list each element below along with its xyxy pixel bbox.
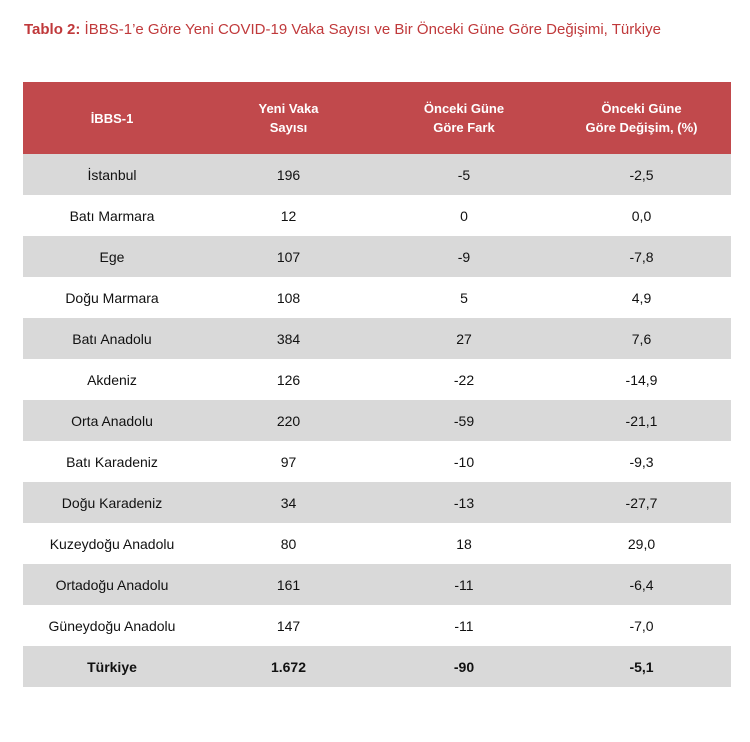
- diff-cell: -11: [376, 605, 552, 646]
- caption-label: Tablo 2:: [24, 21, 81, 38]
- region-cell: İstanbul: [23, 154, 201, 195]
- table-row: [23, 564, 731, 605]
- change-pct-cell: -21,1: [552, 400, 731, 441]
- new-cases-cell: 161: [201, 564, 376, 605]
- new-cases-cell: 147: [201, 605, 376, 646]
- header-new-cases: [201, 82, 376, 154]
- diff-cell: -59: [376, 400, 552, 441]
- table-row: [23, 400, 731, 441]
- new-cases-cell: 12: [201, 195, 376, 236]
- diff-cell: -10: [376, 441, 552, 482]
- region-cell: Doğu Karadeniz: [23, 482, 201, 523]
- change-pct-cell: 29,0: [552, 523, 731, 564]
- diff-cell: 5: [376, 277, 552, 318]
- header-diff: [376, 82, 552, 154]
- table-row: [23, 318, 731, 359]
- total-region-cell: Türkiye: [23, 646, 201, 687]
- total-diff-cell: -90: [376, 646, 552, 687]
- new-cases-cell: 80: [201, 523, 376, 564]
- header-region-line1: İBBS-1: [90, 110, 134, 126]
- change-pct-cell: 7,6: [552, 318, 731, 359]
- table-row: [23, 359, 731, 400]
- new-cases-cell: 34: [201, 482, 376, 523]
- new-cases-cell: 108: [201, 277, 376, 318]
- diff-cell: 0: [376, 195, 552, 236]
- new-cases-cell: 97: [201, 441, 376, 482]
- new-cases-cell: 107: [201, 236, 376, 277]
- region-cell: Ege: [23, 236, 201, 277]
- table-row: [23, 523, 731, 564]
- header-row: [23, 82, 731, 154]
- header-change-pct-line1: Önceki Güne: [601, 101, 682, 116]
- region-cell: Akdeniz: [23, 359, 201, 400]
- change-pct-cell: -2,5: [552, 154, 731, 195]
- change-pct-cell: -9,3: [552, 441, 731, 482]
- region-cell: Batı Marmara: [23, 195, 201, 236]
- region-cell: Güneydoğu Anadolu: [23, 605, 201, 646]
- diff-cell: -11: [376, 564, 552, 605]
- region-cell: Batı Karadeniz: [23, 441, 201, 482]
- new-cases-cell: 384: [201, 318, 376, 359]
- diff-cell: 27: [376, 318, 552, 359]
- region-cell: Kuzeydoğu Anadolu: [23, 523, 201, 564]
- change-pct-cell: 0,0: [552, 195, 731, 236]
- diff-cell: -5: [376, 154, 552, 195]
- diff-cell: -13: [376, 482, 552, 523]
- region-cell: Orta Anadolu: [23, 400, 201, 441]
- header-change-pct-line2: Göre Değişim, (%): [585, 120, 698, 135]
- header-new-cases-line2: Sayısı: [269, 120, 308, 135]
- table-row: [23, 236, 731, 277]
- total-new-cases-cell: 1.672: [201, 646, 376, 687]
- change-pct-cell: -14,9: [552, 359, 731, 400]
- header-new-cases-line1: Yeni Vaka: [258, 101, 319, 116]
- change-pct-cell: -6,4: [552, 564, 731, 605]
- total-change-pct-cell: -5,1: [552, 646, 731, 687]
- total-row: [23, 646, 731, 687]
- new-cases-cell: 220: [201, 400, 376, 441]
- region-cell: Doğu Marmara: [23, 277, 201, 318]
- diff-cell: -22: [376, 359, 552, 400]
- change-pct-cell: -7,0: [552, 605, 731, 646]
- table-caption: [24, 21, 661, 38]
- new-cases-cell: 196: [201, 154, 376, 195]
- table-row: [23, 482, 731, 523]
- table-row: [23, 154, 731, 195]
- header-region: [23, 82, 201, 154]
- covid-cases-table: [23, 82, 731, 687]
- diff-cell: 18: [376, 523, 552, 564]
- table-row: [23, 441, 731, 482]
- header-change-pct: [552, 82, 731, 154]
- diff-cell: -9: [376, 236, 552, 277]
- change-pct-cell: -7,8: [552, 236, 731, 277]
- region-cell: Batı Anadolu: [23, 318, 201, 359]
- caption-text: İBBS-1’e Göre Yeni COVID-19 Vaka Sayısı ve Bir Önceki Güne Göre Değişimi, Türkiye: [80, 21, 661, 38]
- change-pct-cell: -27,7: [552, 482, 731, 523]
- table-row: [23, 195, 731, 236]
- table-row: [23, 277, 731, 318]
- change-pct-cell: 4,9: [552, 277, 731, 318]
- region-cell: Ortadoğu Anadolu: [23, 564, 201, 605]
- new-cases-cell: 126: [201, 359, 376, 400]
- table-row: [23, 605, 731, 646]
- header-diff-line1: Önceki Güne: [423, 101, 505, 116]
- header-diff-line2: Göre Fark: [433, 120, 495, 135]
